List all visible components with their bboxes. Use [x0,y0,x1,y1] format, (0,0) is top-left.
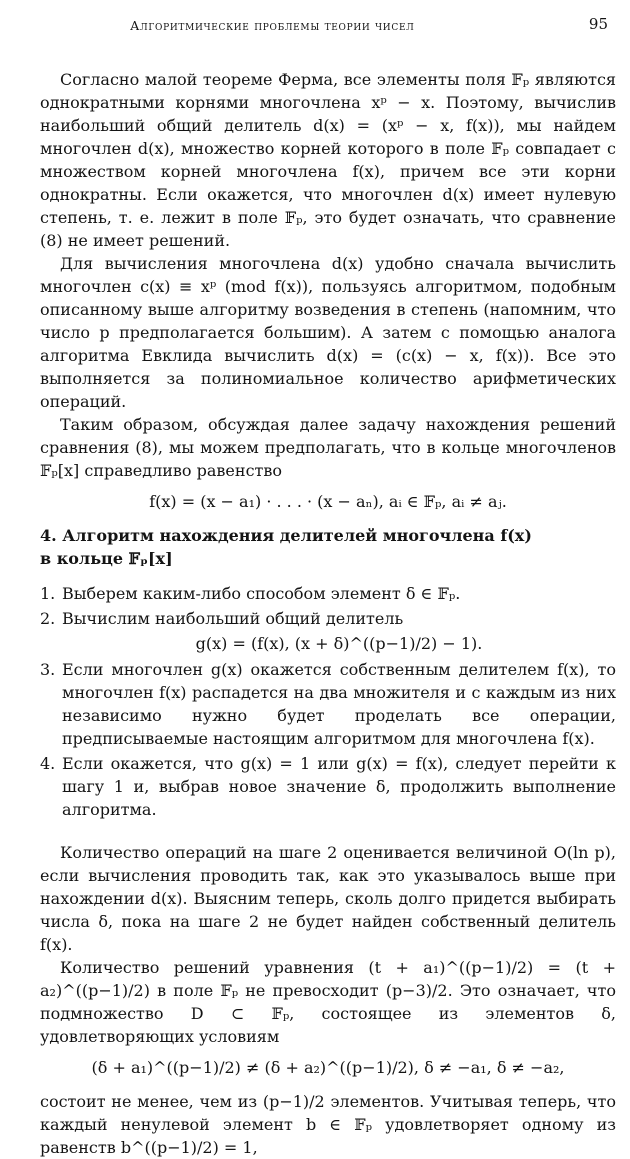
section-heading [40,524,616,570]
equation-conditions: (δ + a₁)^((p−1)/2) ≠ (δ + a₂)^((p−1)/2), δ ≠ −a₁, δ ≠ −a₂, [91,1058,565,1077]
step-number: 4. [40,754,56,773]
equation-gcd: g(x) = (f(x), (x + δ)^((p−1)/2) − 1). [195,634,483,653]
page-body [40,68,616,1159]
paragraph-compute-d: Для вычисления многочлена d(x) удобно сначала вычислить многочлен c(x) ≡ xᵖ (mod f(x)), пользуясь алгоритмом, подобным описанному выше алгоритму возведения в степень (напомним, что число p предполагается большим). А затем с помощью аналога алгоритма Евклида вычислить d(x) = (c(x) − x, f(x)). Все это выполняется за полиномиальное количество арифметических операций. [40,254,616,411]
step-text: Если окажется, что g(x) = 1 или g(x) = f(x), следует перейти к шагу 1 и, выбрав новое значение δ, продолжить выполнение алгоритма. [62,754,616,819]
equation-factorization: f(x) = (x − a₁) · . . . · (x − aₙ), aᵢ ∈ 𝔽ₚ, aᵢ ≠ aⱼ. [149,492,507,511]
algorithm-step [40,582,616,605]
paragraph-solutions-count: Количество решений уравнения (t + a₁)^((p−1)/2) = (t + a₂)^((p−1)/2) в поле 𝔽ₚ не превосходит (p−3)/2. Это означает, что подмножество D ⊂ 𝔽ₚ, состоящее из элементов δ, удовлетворяющих условиям [40,958,616,1046]
algorithm-step [40,752,616,821]
algorithm-steps [40,582,616,821]
step-text: Выберем каким-либо способом элемент δ ∈ 𝔽ₚ. [62,584,461,603]
page-number: 95 [588,15,608,33]
step-number: 2. [40,609,56,628]
running-title: Алгоритмические проблемы теории чисел [130,18,415,33]
paragraph-assume: Таким образом, обсуждая далее задачу нахождения решений сравнения (8), мы можем предполагать, что в кольце многочленов 𝔽ₚ[x] справедливо равенство [40,415,616,480]
algorithm-step [40,607,616,656]
paragraph-operations: Количество операций на шаге 2 оценивается величиной O(ln p), если вычисления проводить так, как это указывалось выше при нахождении d(x). Выясним теперь, сколь долго придется выбирать числа δ, пока на шаге 2 не будет найден собственный делитель f(x). [40,843,616,954]
step-text: Если многочлен g(x) окажется собственным делителем f(x), то многочлен f(x) распадется на два множителя и с каждым из них независимо нужно будет проделать все операции, предписываемые настоящим алгоритмом для многочлена f(x). [62,660,616,748]
paragraph-continuation: состоит не менее, чем из (p−1)/2 элементов. Учитывая теперь, что каждый ненулевой элемент b ∈ 𝔽ₚ удовлетворяет одному из равенств b^((p−1)/2) = 1, [40,1092,616,1157]
section-title-line1: 4. Алгоритм нахождения делителей многочлена f(x) [40,526,532,545]
section-title-line2: в кольце 𝔽ₚ[x] [40,549,173,568]
step-text: Вычислим наибольший общий делитель [62,609,404,628]
paragraph-fermat: Согласно малой теореме Ферма, все элементы поля 𝔽ₚ являются однократными корнями многочлена xᵖ − x. Поэтому, вычислив наибольший общий делитель d(x) = (xᵖ − x, f(x)), мы найдем многочлен d(x), множество корней которого в поле 𝔽ₚ совпадает с множеством корней многочлена f(x), причем все эти корни однократны. Если окажется, что многочлен d(x) имеет нулевую степень, т. е. лежит в поле 𝔽ₚ, это будет означать, что сравнение (8) не имеет решений. [40,70,616,250]
step-number: 1. [40,584,56,603]
step-number: 3. [40,660,56,679]
algorithm-step [40,658,616,750]
